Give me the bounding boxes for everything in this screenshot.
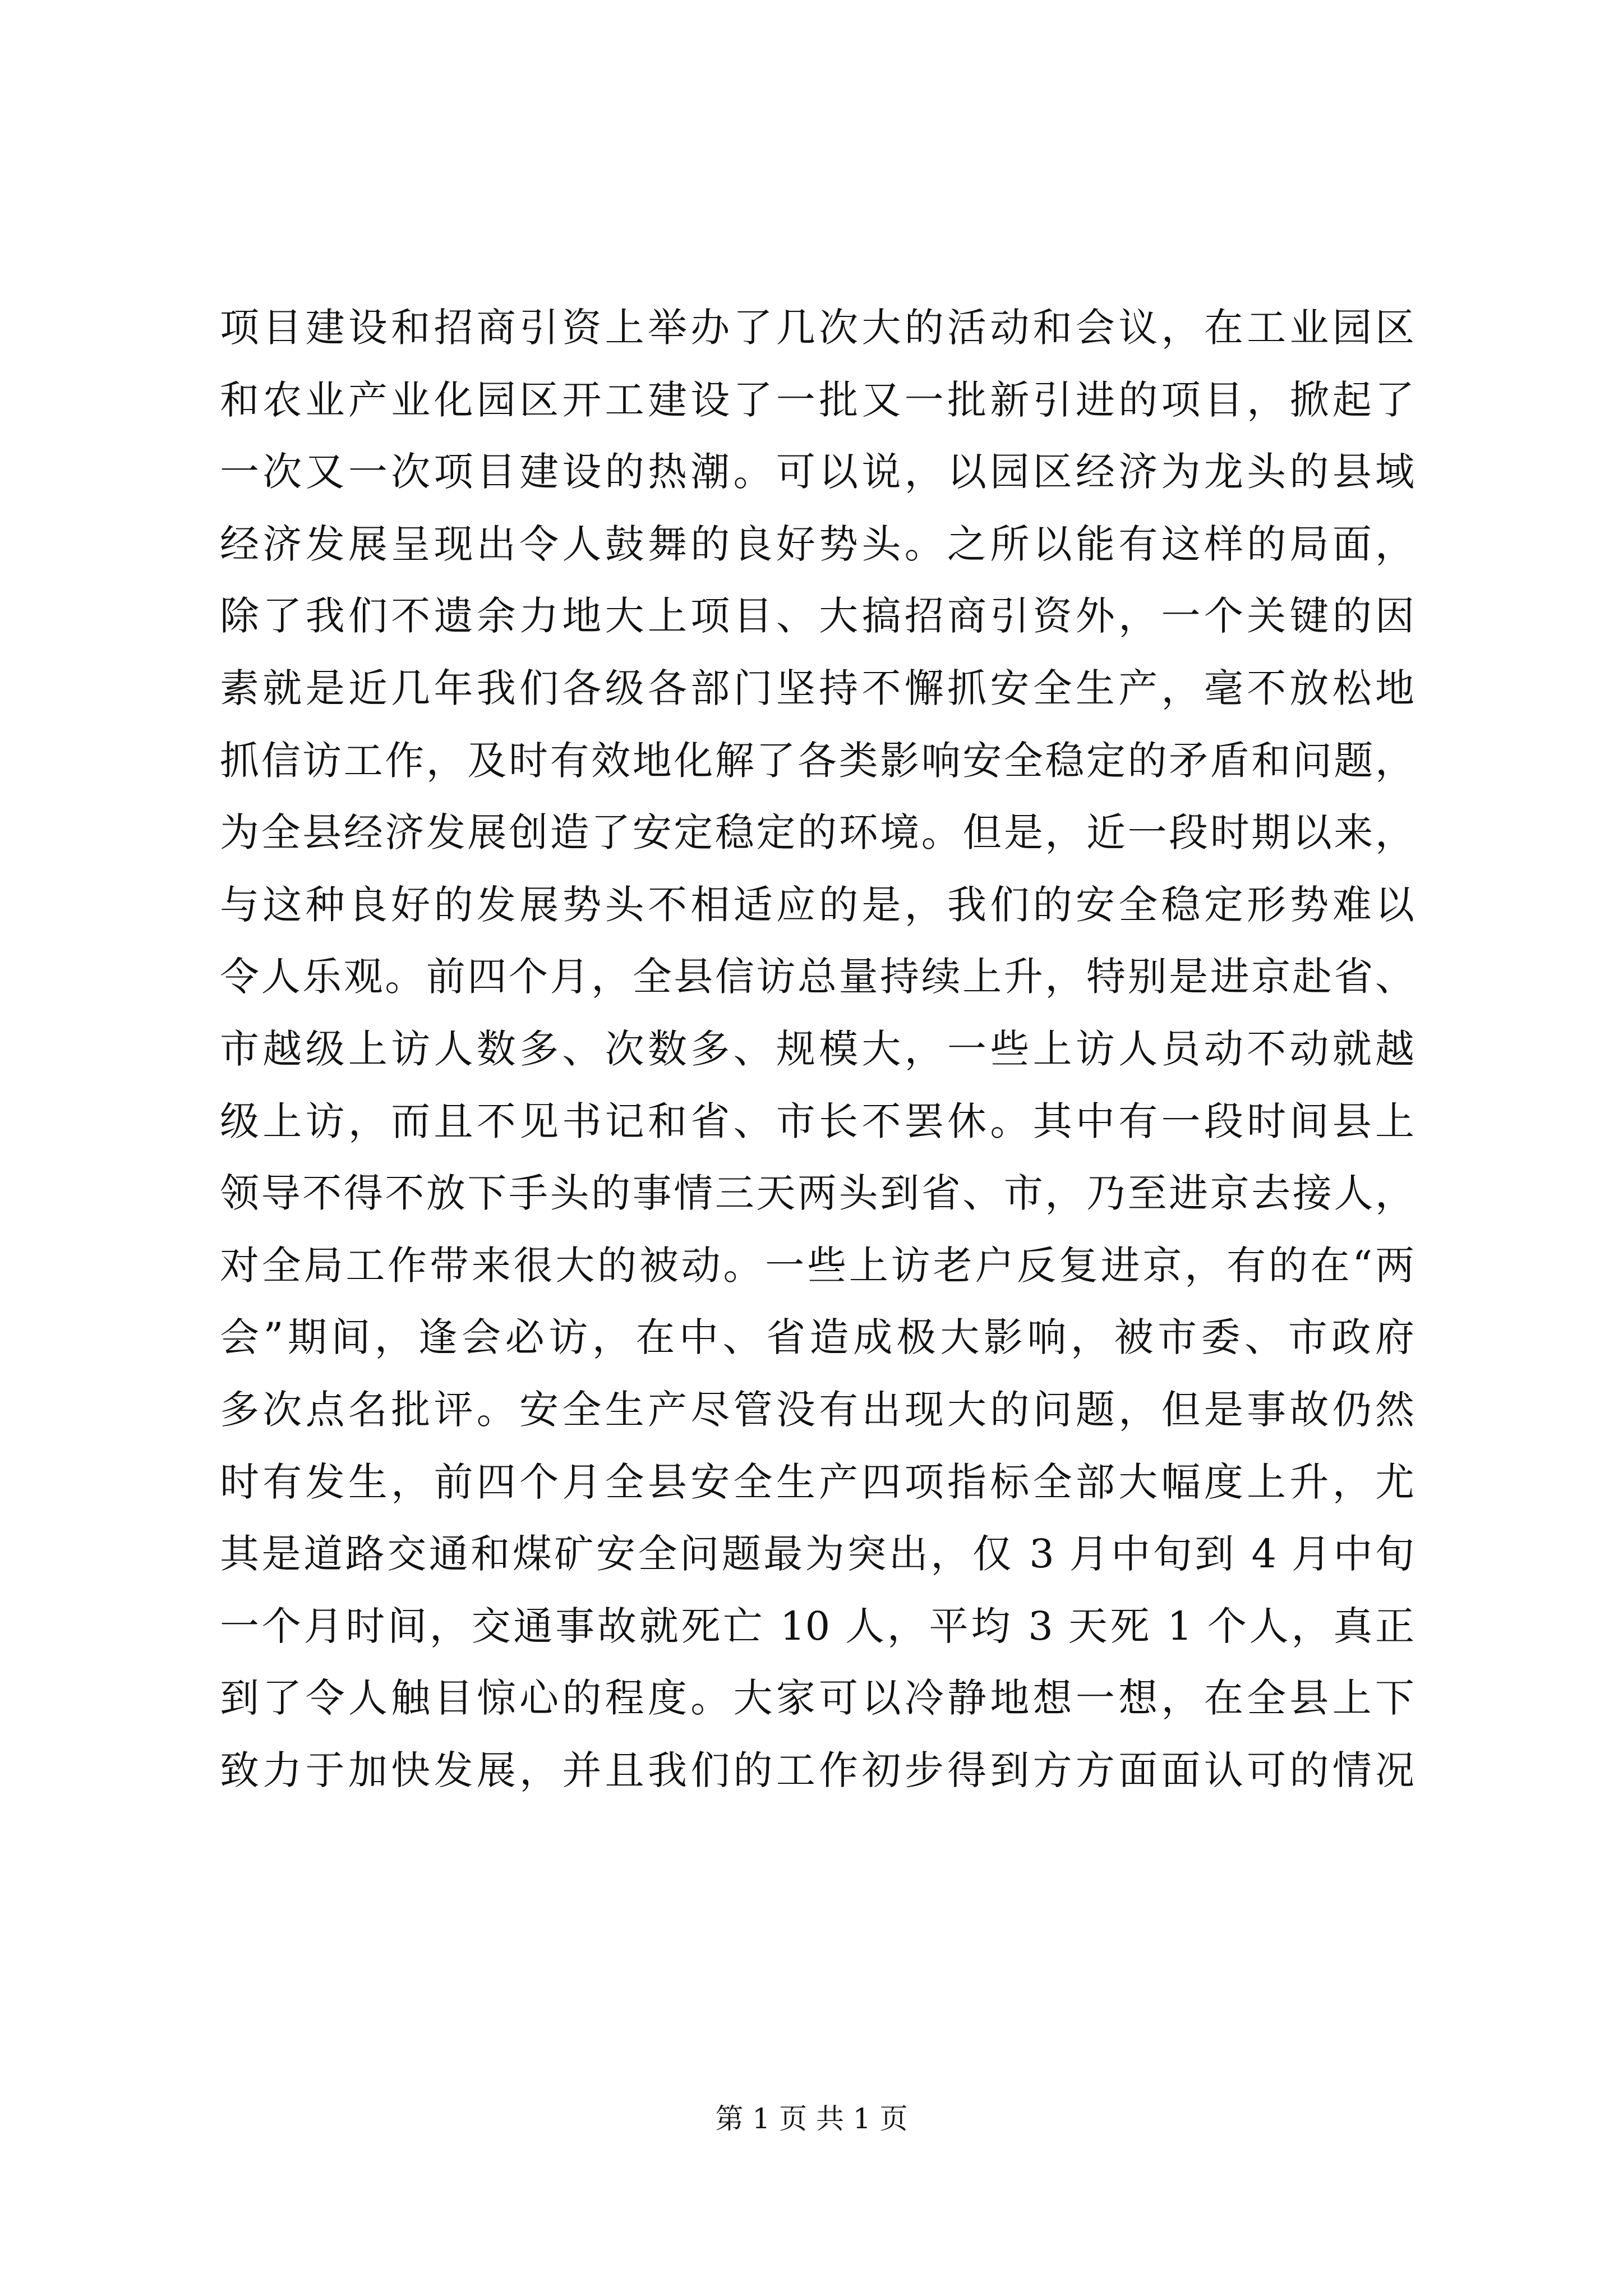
text-line: 令人乐观。前四个月，全县信访总量持续上升，特别是进京赴省、 [220, 954, 1414, 1000]
text-line: 时有发生，前四个月全县安全生产四项指标全部大幅度上升，尤 [220, 1458, 1414, 1505]
text-line: 抓信访工作，及时有效地化解了各类影响安全稳定的矛盾和问题， [220, 737, 1414, 784]
text-line: 经济发展呈现出令人鼓舞的良好势头。之所以能有这样的局面， [220, 521, 1414, 567]
text-line: 除了我们不遗余力地大上项目、大搞招商引资外，一个关键的因 [220, 593, 1414, 639]
text-line: 与这种良好的发展势头不相适应的是，我们的安全稳定形势难以 [220, 881, 1414, 928]
text-line: 对全局工作带来很大的被动。一些上访老户反复进京，有的在“两 [220, 1242, 1414, 1289]
text-line: 项目建设和招商引资上举办了几次大的活动和会议，在工业园区 [220, 305, 1414, 351]
text-line: 一个月时间，交通事故就死亡 10 人，平均 3 天死 1 个人，真正 [220, 1603, 1414, 1649]
text-line: 致力于加快发展，并且我们的工作初步得到方方面面认可的情况 [220, 1747, 1414, 1793]
text-line: 素就是近几年我们各级各部门坚持不懈抓安全生产，毫不放松地 [220, 665, 1414, 711]
text-line: 多次点名批评。安全生产尽管没有出现大的问题，但是事故仍然 [220, 1386, 1414, 1433]
text-line: 其是道路交通和煤矿安全问题最为突出，仅 3 月中旬到 4 月中旬 [220, 1531, 1414, 1577]
text-line: 级上访，而且不见书记和省、市长不罢休。其中有一段时间县上 [220, 1098, 1414, 1144]
text-line: 到了令人触目惊心的程度。大家可以冷静地想一想，在全县上下 [220, 1675, 1414, 1722]
text-line: 为全县经济发展创造了安定稳定的环境。但是，近一段时期以来， [220, 809, 1414, 856]
text-line: 和农业产业化园区开工建设了一批又一批新引进的项目，掀起了 [220, 376, 1414, 423]
text-line: 一次又一次项目建设的热潮。可以说，以园区经济为龙头的县域 [220, 449, 1414, 495]
text-line: 会”期间，逢会必访，在中、省造成极大影响，被市委、市政府 [220, 1314, 1414, 1361]
text-line: 市越级上访人数多、次数多、规模大，一些上访人员动不动就越 [220, 1025, 1414, 1072]
text-line: 领导不得不放下手头的事情三天两头到省、市，乃至进京去接人， [220, 1170, 1414, 1217]
page-number-footer: 第 1 页 共 1 页 [715, 2102, 908, 2135]
body-text [220, 292, 1414, 1806]
